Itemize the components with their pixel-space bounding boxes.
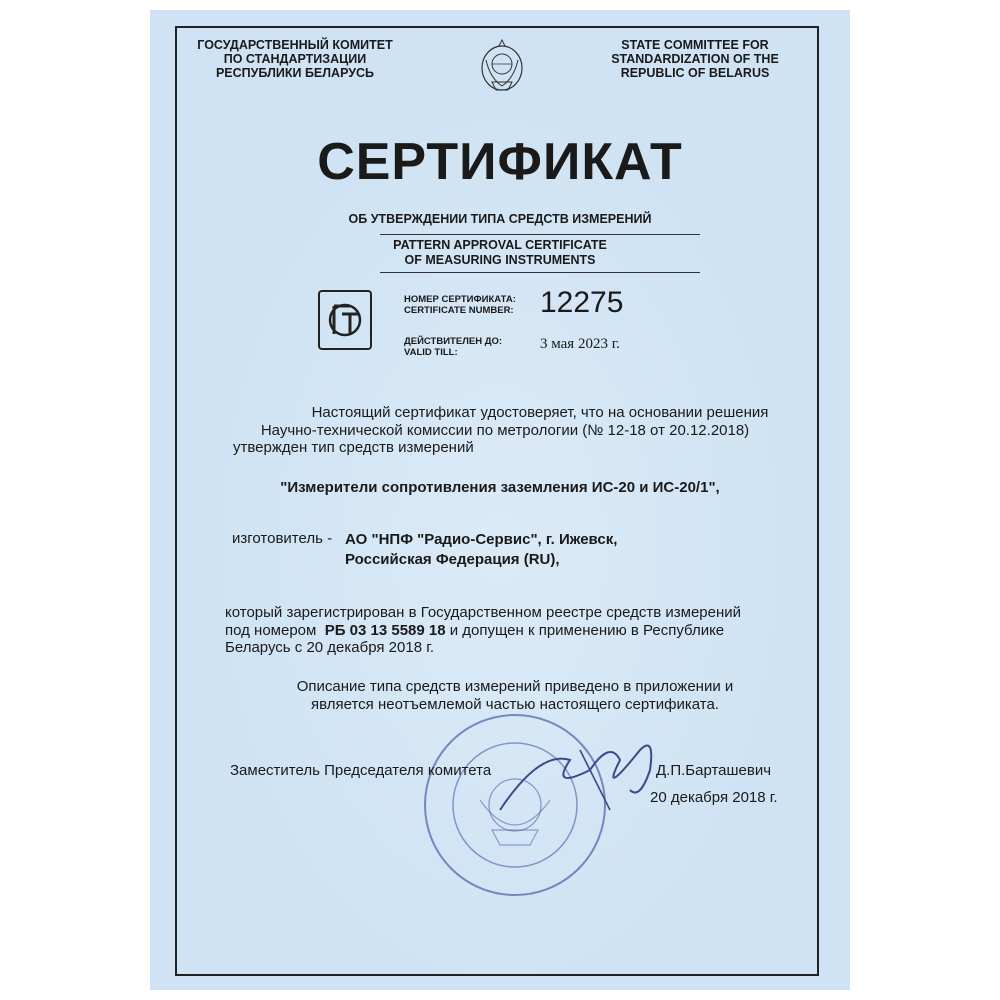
certificate-sheet bbox=[150, 10, 850, 990]
registry-paragraph: который зарегистрирован в Государственном реестре средств измерений под номером РБ 03 13 5589 18 и допущен к применению в Республике Беларусь с 20 декабря 2018 г. bbox=[225, 604, 742, 656]
document-title: СЕРТИФИКАТ bbox=[317, 133, 683, 191]
certificate-number: 12275 bbox=[540, 286, 624, 319]
gosstandart-logo-icon bbox=[318, 290, 372, 350]
signatory-position: Заместитель Председателя комитета bbox=[230, 762, 492, 779]
certification-paragraph: Настоящий сертификат удостоверяет, что на основании решения Научно-технической комиссии по метрологии (№ 12-18 от 20.12.2018) утвержден тип средств измерений bbox=[233, 404, 769, 456]
manufacturer-name: АО "НПФ "Радио-Сервис", г. Ижевск, Российская Федерация (RU), bbox=[345, 531, 618, 568]
signatory-name: Д.П.Барташевич bbox=[656, 762, 772, 779]
instrument-name: "Измерители сопротивления заземления ИС-20 и ИС-20/1", bbox=[280, 479, 720, 496]
subtitle-en: PATTERN APPROVAL CERTIFICATE OF MEASURING INSTRUMENTS bbox=[393, 238, 607, 267]
belarus-emblem-icon bbox=[478, 38, 526, 94]
subtitle-ru: ОБ УТВЕРЖДЕНИИ ТИПА СРЕДСТВ ИЗМЕРЕНИЙ bbox=[348, 212, 652, 226]
signature-date: 20 декабря 2018 г. bbox=[650, 789, 778, 806]
header-right-en: STATE COMMITTEE FOR STANDARDIZATION OF THE REPUBLIC OF BELARUS bbox=[611, 38, 779, 80]
certificate-number-label: НОМЕР СЕРТИФИКАТА: CERTIFICATE NUMBER: bbox=[404, 294, 516, 316]
registry-number: РБ 03 13 5589 18 bbox=[324, 621, 446, 639]
header-left-ru: ГОСУДАРСТВЕННЫЙ КОМИТЕТ ПО СТАНДАРТИЗАЦИИ РЕСПУБЛИКИ БЕЛАРУСЬ bbox=[197, 38, 393, 80]
description-paragraph: Описание типа средств измерений приведено в приложении и является неотъемлемой частью настоящего сертификата. bbox=[296, 678, 734, 713]
divider bbox=[380, 234, 700, 235]
manufacturer-label: изготовитель - bbox=[232, 530, 333, 547]
valid-till-label: ДЕЙСТВИТЕЛЕН ДО: VALID TILL: bbox=[404, 336, 503, 358]
divider bbox=[380, 272, 700, 273]
valid-till-date: 3 мая 2023 г. bbox=[540, 336, 620, 352]
handwritten-signature-icon bbox=[480, 730, 680, 820]
